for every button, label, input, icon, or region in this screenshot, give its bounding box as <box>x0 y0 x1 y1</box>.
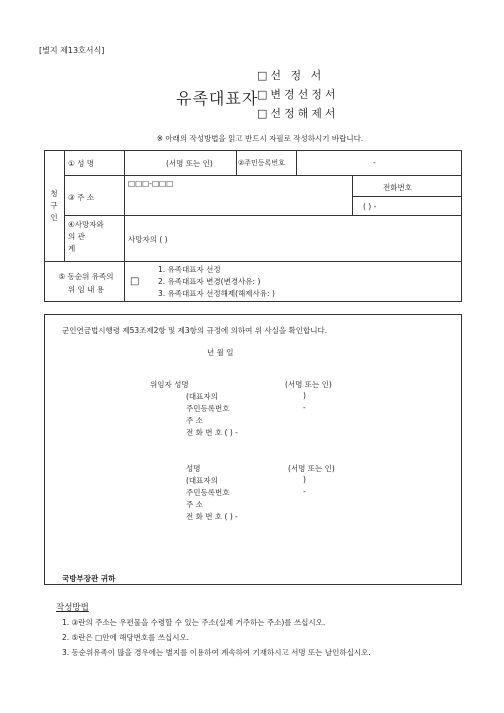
applicant-group-label: 청 구 인 <box>50 189 58 222</box>
second-rrn-label: 주민등록번호 <box>186 488 230 497</box>
delegator-rep-label: (대표자의 <box>186 392 218 401</box>
relation-field[interactable]: 사망자의 ( ) <box>128 235 168 244</box>
delegator-name-label: 위임자 성명 <box>150 380 189 389</box>
instruction-note: ※ 아래의 작성방법을 읽고 반드시 자필로 작성하시기 바랍니다. <box>156 134 364 143</box>
method-item: 2. ⑤란은 □안에 해당번호를 쓰십시오. <box>62 633 190 642</box>
name-label: ① 성 명 <box>68 159 94 168</box>
delegator-rrn-field[interactable]: - <box>303 403 306 412</box>
table-divider <box>236 150 237 175</box>
address-label: ③ 주 소 <box>68 193 94 202</box>
rrn-field[interactable]: - <box>373 158 376 167</box>
delegation-option-appoint: 1. 유족대표자 선정 <box>158 265 221 274</box>
confirmation-box <box>44 314 462 585</box>
table-divider <box>352 175 353 215</box>
form-number: [별지 제13호서식] <box>39 46 105 55</box>
delegator-sign-hint[interactable]: (서명 또는 인) <box>285 380 332 389</box>
postal-code-field[interactable]: □□□-□□□ <box>128 179 174 188</box>
confirmation-text: 군인연금법시행령 제53조제2항 및 제3항의 규정에 의하여 위 사실을 확인합니다. <box>62 326 328 335</box>
second-rrn-field[interactable]: - <box>303 487 306 496</box>
addressee: 국방부장관 귀하 <box>62 574 116 583</box>
kind-appointment: □선 정 서 <box>257 69 325 82</box>
second-address-label: 주 소 <box>186 500 203 509</box>
delegator-rrn-label: 주민등록번호 <box>186 404 230 413</box>
delegation-options <box>158 264 275 300</box>
second-phone[interactable]: 전 화 번 호 ( ) - <box>186 512 238 521</box>
delegator-rep-close: ) <box>303 391 306 400</box>
second-rep-label: (대표자의 <box>186 476 218 485</box>
form-title: 유족대표자 <box>176 89 259 108</box>
table-divider <box>352 196 462 197</box>
relation-label: ④사망자와 의 관 계 <box>68 220 104 253</box>
delegation-option-change: 2. 유족대표자 변경(변경사유: ) <box>158 277 261 286</box>
method-item: 3. 동순위유족이 많을 경우에는 별지를 이용하여 계속하여 기재하시고 서명 또는 날인하십시오. <box>62 648 371 657</box>
table-divider <box>64 150 65 261</box>
method-item: 1. ③란의 주소는 우편물을 수령할 수 있는 주소(실제 거주하는 주소)를 쓰십시오. <box>62 618 326 627</box>
second-sign-hint[interactable]: (서명 또는 인) <box>288 464 335 473</box>
table-divider <box>44 261 462 262</box>
name-sign-hint[interactable]: (서명 또는 인) <box>166 159 213 168</box>
second-rep-close: ) <box>303 475 306 484</box>
table-divider <box>124 150 125 302</box>
delegation-checkbox[interactable]: □ <box>130 276 140 287</box>
delegator-address-label: 주 소 <box>186 416 203 425</box>
table-divider <box>296 150 297 175</box>
kind-release: □선정해제서 <box>257 107 339 120</box>
phone-field[interactable]: ( ) - <box>363 202 377 211</box>
date-line[interactable]: 년 월 일 <box>207 348 234 357</box>
method-list <box>62 615 371 660</box>
delegation-label: ⑤ 동순위 유족의 위 임 내 용 <box>58 272 114 294</box>
delegation-option-release: 3. 유족대표자 선정해제(해제사유: ) <box>158 289 275 298</box>
form-kind-options <box>257 66 339 123</box>
kind-change: □변경선정서 <box>257 88 339 101</box>
second-name-label: 성명 <box>186 464 201 473</box>
phone-label: 전화번호 <box>383 183 412 192</box>
rrn-label: ②주민등록번호 <box>238 159 285 167</box>
delegator-phone[interactable]: 전 화 번 호 ( ) - <box>186 428 238 437</box>
method-title: 작성방법 <box>56 603 89 613</box>
